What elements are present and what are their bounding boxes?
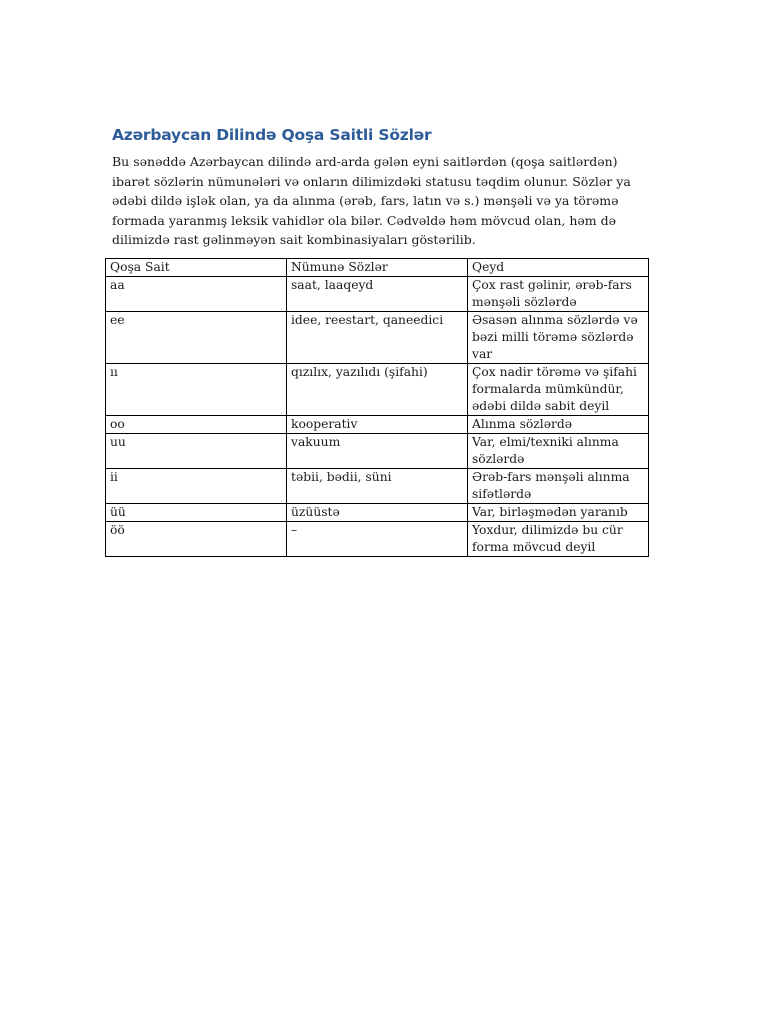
header-note: Qeyd xyxy=(468,259,649,277)
table-row xyxy=(106,277,649,312)
table-row xyxy=(106,504,649,522)
cell-vowel: ıı xyxy=(106,364,287,416)
table-row xyxy=(106,469,649,504)
cell-note: Ərəb-fars mənşəli alınma sifətlərdə xyxy=(468,469,649,504)
cell-examples: üzüüstə xyxy=(287,504,468,522)
cell-examples: saat, laaqeyd xyxy=(287,277,468,312)
double-vowel-table xyxy=(105,258,649,557)
cell-vowel: ee xyxy=(106,312,287,364)
document-page xyxy=(110,124,648,554)
cell-examples: – xyxy=(287,522,468,557)
document-title: Azərbaycan Dilində Qoşa Saitli Sözlər xyxy=(112,126,432,144)
table-row xyxy=(106,416,649,434)
cell-vowel: aa xyxy=(106,277,287,312)
cell-vowel: oo xyxy=(106,416,287,434)
header-double-vowel: Qoşa Sait xyxy=(106,259,287,277)
cell-examples: qızılıx, yazılıdı (şifahi) xyxy=(287,364,468,416)
table-row xyxy=(106,434,649,469)
cell-examples: kooperativ xyxy=(287,416,468,434)
cell-examples: təbii, bədii, süni xyxy=(287,469,468,504)
cell-examples: idee, reestart, qaneedici xyxy=(287,312,468,364)
cell-examples: vakuum xyxy=(287,434,468,469)
cell-vowel: ii xyxy=(106,469,287,504)
cell-vowel: uu xyxy=(106,434,287,469)
table-row xyxy=(106,364,649,416)
cell-note: Çox nadir törəmə və şifahi formalarda mümkündür, ədəbi dildə sabit deyil xyxy=(468,364,649,416)
cell-vowel: üü xyxy=(106,504,287,522)
intro-paragraph: Bu sənəddə Azərbaycan dilində ard-arda gələn eyni saitlərdən (qoşa saitlərdən) ibarət sözlərin nümunələri və onların dilimizdəki statusu təqdim olunur. Sözlər ya ədəbi dildə işlək olan, ya da alınma (ərəb, fars, latın və s.) mənşəli və ya törəmə formada yaranmış leksik vahidlər ola bilər. Cədvəldə həm mövcud olan, həm də dilimizdə rast gəlinməyən sait kombinasiyaları göstərilib. xyxy=(112,154,631,247)
cell-note: Yoxdur, dilimizdə bu cür forma mövcud deyil xyxy=(468,522,649,557)
cell-note: Var, elmi/texniki alınma sözlərdə xyxy=(468,434,649,469)
table-row xyxy=(106,522,649,557)
table-header-row xyxy=(106,259,649,277)
cell-note: Çox rast gəlinir, ərəb-fars mənşəli sözlərdə xyxy=(468,277,649,312)
cell-note: Alınma sözlərdə xyxy=(468,416,649,434)
cell-vowel: öö xyxy=(106,522,287,557)
header-example-words: Nümunə Sözlər xyxy=(287,259,468,277)
cell-note: Əsasən alınma sözlərdə və bəzi milli törəmə sözlərdə var xyxy=(468,312,649,364)
table-row xyxy=(106,312,649,364)
cell-note: Var, birləşmədən yaranıb xyxy=(468,504,649,522)
